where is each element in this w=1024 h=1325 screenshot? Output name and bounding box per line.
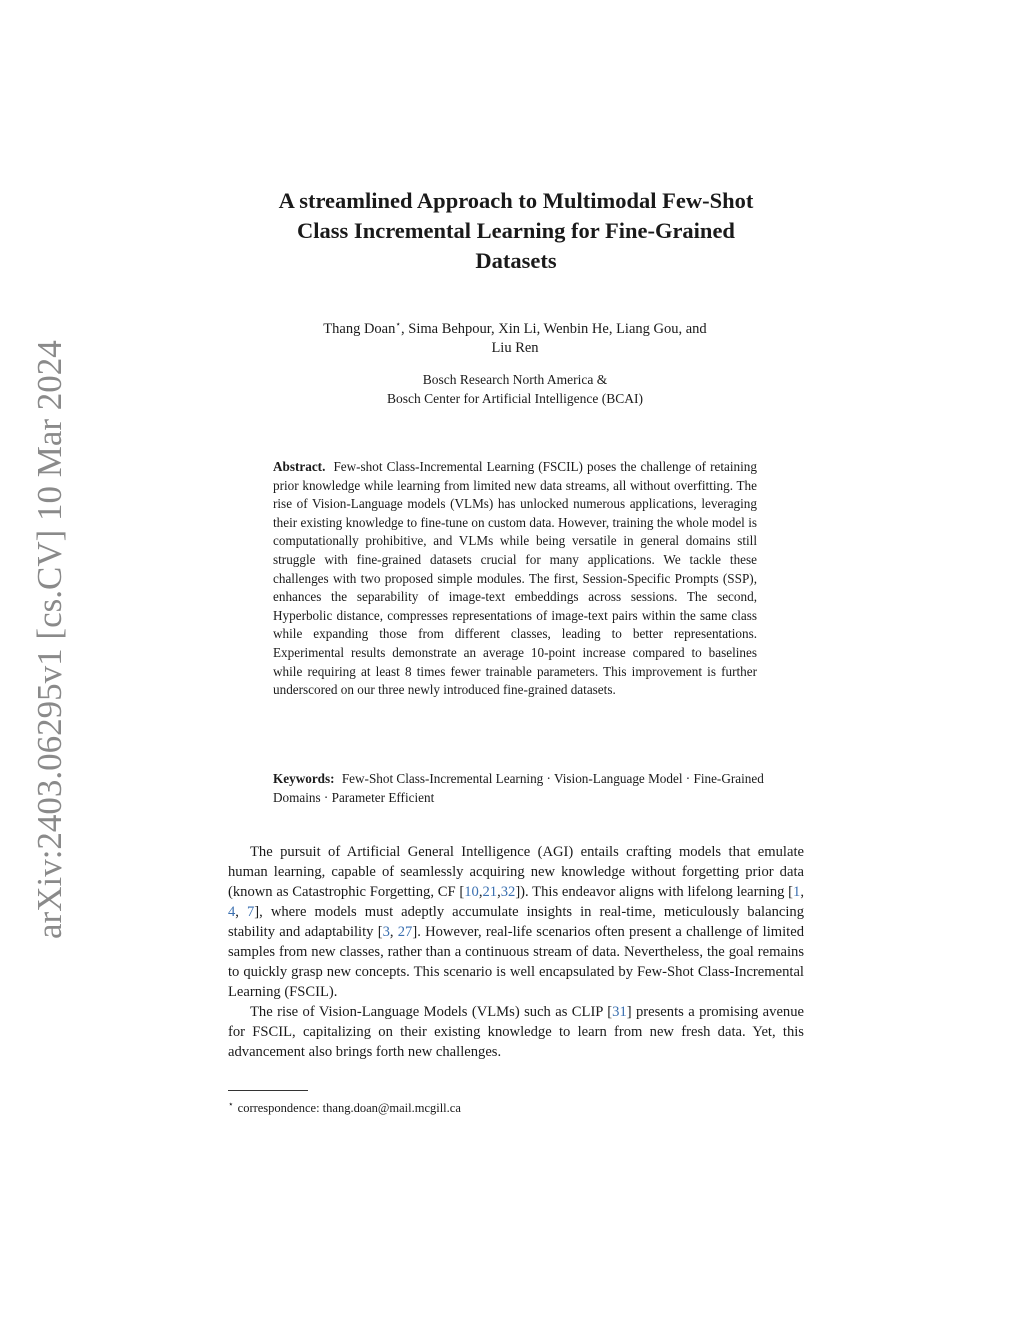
correspondence-marker: ⋆ [395,319,402,329]
citation-link[interactable]: 10 [464,884,479,900]
arxiv-identifier-stamp: arXiv:2403.06295v1 [cs.CV] 10 Mar 2024 [30,340,69,940]
title-line: Class Incremental Learning for Fine-Grained [297,218,735,243]
citation-separator: , [800,884,804,900]
body-text-run: ], where models must adeptly accumulate insights in real-time, meticulously balancing stability and adaptability [ [228,904,805,940]
abstract-label: Abstract. [273,459,326,474]
title-line: A streamlined Approach to Multimodal Few-Shot [278,188,754,213]
author-line: Liu Ren [491,339,539,356]
citation-separator: , [497,884,501,900]
title-line: Datasets [475,248,557,273]
citation-separator: , [478,884,483,900]
introduction-body [228,842,804,1062]
keywords-label: Keywords: [273,771,335,786]
author-line [250,315,780,339]
first-author: Thang Doan [323,320,396,337]
abstract [273,458,757,700]
body-text-run: ] presents a promising avenue for FSCIL, capitalizing on their existing knowledge to learn from new fresh data. Yet, this advancement also brings forth new challenges. [228,1004,804,1060]
abstract-text: Few-shot Class-Incremental Learning (FSCIL) poses the challenge of retaining prior knowledge while learning from limited new data streams, all without overfitting. The rise of Vision-Language models (VLMs) has unlocked numerous applications, leveraging their existing knowledge to fine-tune on custom data. However, training the whole model is computationally prohibitive, and VLMs while being versatile in general domains still struggle with fine-grained datasets crucial for many applications. We tackle these challenges with two proposed simple modules. The first, Session-Specific Prompts (SSP), enhances the separability of image-text embeddings across sessions. The second, Hyperbolic distance, compresses representations of image-text pairs within the same class while expanding those from different classes, leading to better representations. Experimental results demonstrate an average 10-point increase compared to baselines while requiring at least 8 times fewer trainable parameters. This improvement is further underscored on our three newly introduced fine-grained datasets. [273,459,757,698]
citation-link[interactable]: 4 [228,904,236,920]
footnote-marker: ⋆ [228,1099,234,1109]
citation-link[interactable]: 32 [500,884,516,900]
citation-separator: , [389,924,398,940]
body-text-run: ]. However, real-life scenarios often present a challenge of limited samples from new classes, rather than a continuous stream of data. Nevertheless, the goal remains to quickly grasp new concepts. This scenario is well encapsulated by Few-Shot Class-Incremental Learning (FSCIL). [228,924,805,1000]
body-paragraph [228,1002,804,1062]
co-authors: , Sima Behpour, Xin Li, Wenbin He, Liang Gou, and [401,320,707,337]
body-text-run: The pursuit of Artificial General Intelligence (AGI) entails crafting models that emulate human learning, capable of seamlessly acquiring new knowledge without forgetting prior data (known as Catastrophic Forgetting, CF [ [228,844,804,900]
affiliation-line: Bosch Center for Artificial Intelligence (BCAI) [386,391,644,406]
citation-link[interactable]: 21 [482,884,498,900]
body-paragraph [228,842,804,1002]
citation-link[interactable]: 31 [612,1004,627,1020]
paper-title [200,186,832,276]
affiliation-line: Bosch Research North America & [422,372,608,387]
body-text-run: ]). This endeavor aligns with lifelong learning [ [515,884,794,900]
body-text-run: The rise of Vision-Language Models (VLMs) such as CLIP [ [250,1004,613,1020]
citation-link[interactable]: 1 [793,884,801,900]
citation-link[interactable]: 3 [382,924,390,940]
footnote [228,1096,804,1117]
footnote-text: correspondence: thang.doan@mail.mcgill.ca [237,1101,461,1116]
author-list [250,315,780,358]
keywords-text: Few-Shot Class-Incremental Learning · Vision-Language Model · Fine-Grained Domains · Parameter Efficient [273,771,764,805]
citation-separator: , [235,904,247,920]
citation-link[interactable]: 7 [247,904,255,920]
keywords [273,770,783,807]
citation-link[interactable]: 27 [397,924,413,940]
footnote-divider [228,1090,308,1091]
affiliation [300,370,730,408]
